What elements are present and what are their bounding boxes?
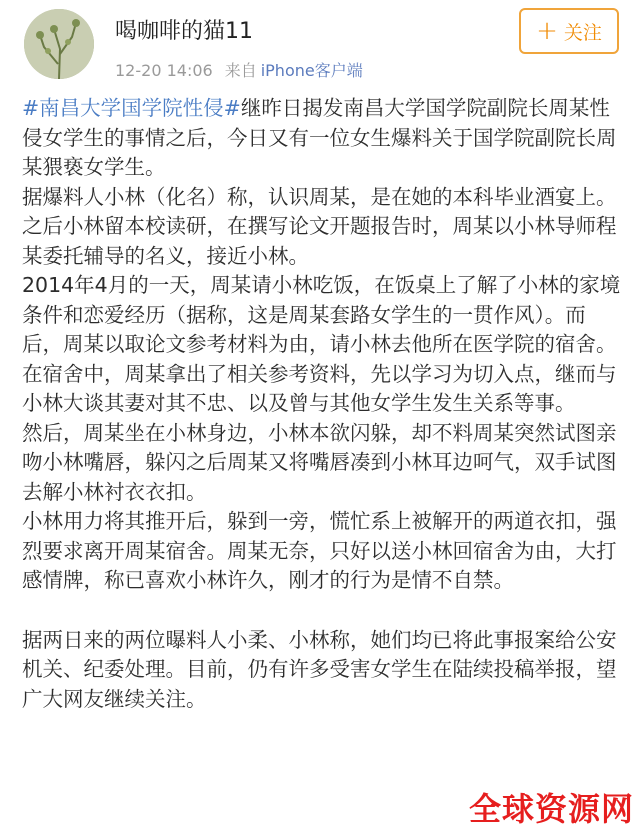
avatar-plant-image bbox=[24, 9, 94, 79]
username[interactable]: 喝咖啡的猫11 bbox=[115, 19, 253, 44]
post-paragraph-7: 据两日来的两位曝料人小柔、小林称，她们均已将此事报案给公安机关、纪委处理。目前，仍有许多受害女学生在陆续投稿举报，望广大网友继续关注。 bbox=[22, 627, 617, 711]
post-timestamp: 12-20 14:06 bbox=[115, 61, 213, 80]
follow-label: 关注 bbox=[563, 21, 602, 44]
post-meta bbox=[115, 58, 363, 81]
plus-icon: + bbox=[536, 16, 558, 46]
avatar[interactable] bbox=[24, 9, 94, 79]
source-client-link[interactable]: iPhone客户端 bbox=[260, 61, 363, 80]
hashtag-link[interactable]: #南昌大学国学院性侵# bbox=[22, 96, 241, 120]
site-watermark: 全球资源网 bbox=[468, 790, 634, 828]
source-prefix: 来自 bbox=[224, 61, 257, 80]
post-paragraph-2: 据爆料人小林（化名）称，认识周某，是在她的本科毕业酒宴上。之后小林留本校读研，在撰写论文开题报告时，周某以小林导师程某委托辅导的名义，接近小林。 bbox=[22, 184, 617, 268]
post-paragraph-6: 小林用力将其推开后，躲到一旁，慌忙系上被解开的两道衣扣，强烈要求离开周某宿舍。周某无奈，只好以送小林回宿舍为由，大打感情牌，称已喜欢小林许久，刚才的行为是情不自禁。 bbox=[22, 509, 617, 592]
post-header bbox=[0, 0, 640, 96]
paragraph-text: 继昨日揭发南昌大学国学院副院长周某性侵女学生的事情之后，今日又有一位女生爆料关于国学院副院长周某猥亵女学生。 bbox=[22, 96, 617, 179]
post-content bbox=[22, 94, 622, 714]
post-paragraph-5: 然后，周某坐在小林身边，小林本欲闪躲，却不料周某突然试图亲吻小林嘴唇，躲闪之后周某又将嘴唇凑到小林耳边呵气，双手试图去解小林衬衣衣扣。 bbox=[22, 420, 617, 504]
post-paragraph-1 bbox=[22, 94, 622, 183]
post-paragraph-3: 2014年4月的一天，周某请小林吃饭，在饭桌上了解了小林的家境条件和恋爱经历（据称，这是周某套路女学生的一贯作风）。而后，周某以取论文参考材料为由，请小林去他所在医学院的宿舍。 bbox=[22, 273, 621, 356]
follow-button[interactable] bbox=[519, 8, 619, 54]
post-paragraph-4: 在宿舍中，周某拿出了相关参考资料，先以学习为切入点，继而与小林大谈其妻对其不忠、以及曾与其他女学生发生关系等事。 bbox=[22, 361, 617, 415]
